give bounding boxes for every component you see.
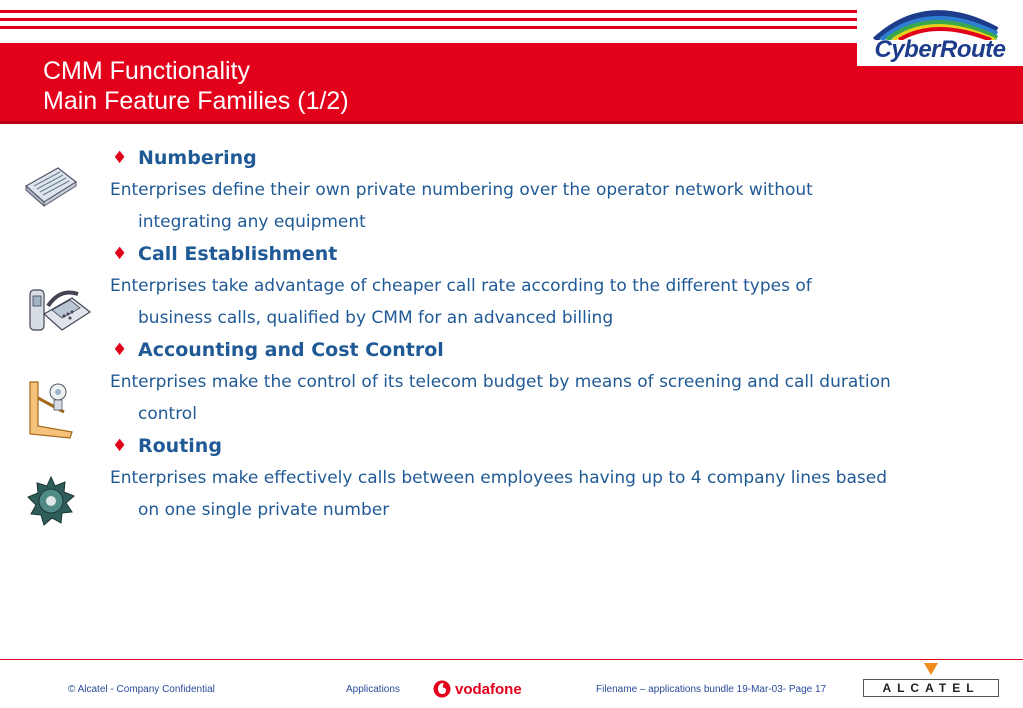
feature-description-line1: Enterprises define their own private numbering over the operator network without — [110, 180, 813, 200]
telephone-icon — [28, 284, 92, 340]
diamond-bullet-icon: ♦ — [112, 340, 128, 360]
feature-description — [110, 462, 990, 526]
diamond-bullet-icon: ♦ — [112, 436, 128, 456]
footer-file-info: Filename – applications bundle 19-Mar-03- Page 17 — [596, 684, 827, 695]
feature-description-line2: business calls, qualified by CMM for an advanced billing — [138, 308, 614, 328]
page-title — [43, 56, 349, 116]
header-stripe-middle — [0, 18, 858, 21]
feature-numbering — [110, 142, 990, 238]
diamond-bullet-icon: ♦ — [112, 148, 128, 168]
alcatel-triangle-icon — [924, 663, 938, 675]
vodafone-speechmark-icon — [433, 680, 451, 698]
diamond-bullet-icon: ♦ — [112, 244, 128, 264]
footer-divider — [0, 659, 1023, 660]
feature-routing — [110, 430, 990, 526]
header-stripe-top — [0, 10, 858, 13]
feature-description — [110, 174, 990, 238]
alcatel-logo: ALCATEL — [863, 679, 999, 697]
feature-heading-text: Numbering — [138, 147, 257, 169]
feature-description — [110, 366, 990, 430]
header-band-shadow — [0, 121, 1023, 124]
feature-heading-text: Accounting and Cost Control — [138, 339, 444, 361]
feature-description-line2: on one single private number — [138, 500, 390, 520]
page-title-line2: Main Feature Families (1/2) — [43, 87, 349, 115]
feature-heading — [110, 142, 990, 174]
feature-list — [110, 142, 990, 526]
cyberroute-rainbow-icon — [857, 0, 1023, 40]
feature-heading — [110, 238, 990, 270]
feature-description-line2: control — [138, 404, 197, 424]
feature-description-line1: Enterprises take advantage of cheaper call rate according to the different types of — [110, 276, 812, 296]
header-stripe-bottom — [0, 26, 858, 29]
feature-description-line1: Enterprises make effectively calls between employees having up to 4 company lines based — [110, 468, 888, 488]
feature-heading — [110, 334, 990, 366]
feature-accounting — [110, 334, 990, 430]
feature-heading-text: Routing — [138, 435, 222, 457]
cyberroute-logo — [857, 0, 1023, 66]
compass-icon — [26, 476, 76, 530]
feature-call-establishment — [110, 238, 990, 334]
vodafone-logo — [433, 680, 522, 698]
cyberroute-logo-text: CyberRoute — [874, 36, 1006, 63]
feature-heading — [110, 430, 990, 462]
feature-description-line2: integrating any equipment — [138, 212, 366, 232]
vodafone-logo-text: vodafone — [455, 680, 522, 698]
feature-heading-text: Call Establishment — [138, 243, 338, 265]
document-stack-icon — [22, 162, 78, 212]
footer-section: Applications — [346, 684, 400, 695]
footer-confidential: © Alcatel - Company Confidential — [68, 684, 215, 695]
page-title-line1: CMM Functionality — [43, 57, 250, 85]
balance-scale-icon — [24, 378, 78, 444]
feature-description — [110, 270, 990, 334]
feature-description-line1: Enterprises make the control of its telecom budget by means of screening and call duration — [110, 372, 891, 392]
